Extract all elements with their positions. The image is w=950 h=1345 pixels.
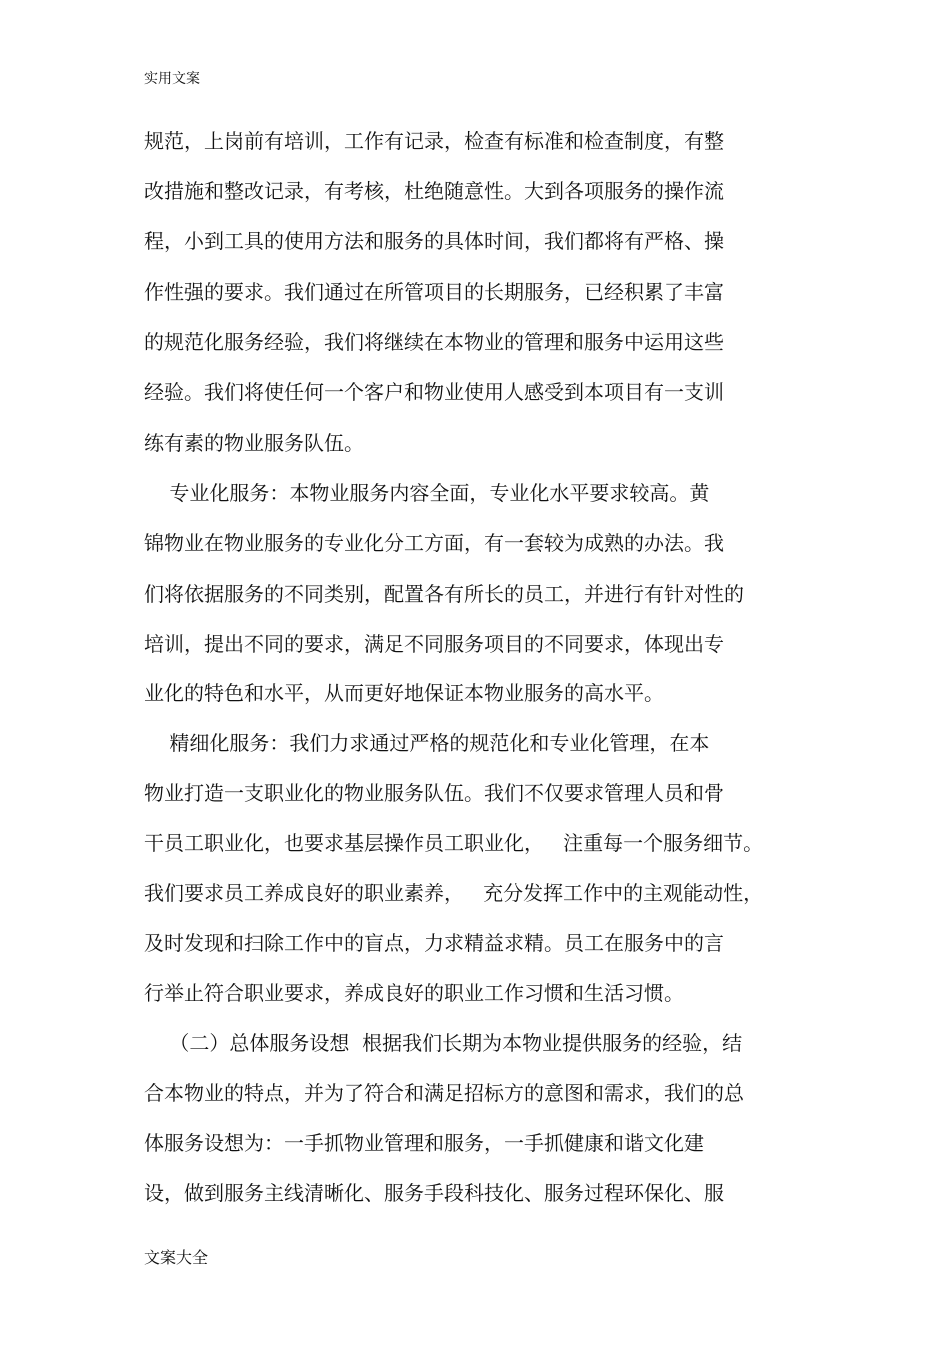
text-line: 业化的特色和水平，从而更好地保证本物业服务的高水平。 (144, 681, 664, 705)
text-line: 规范，上岗前有培训，工作有记录，检查有标准和检查制度，有整 (144, 129, 724, 153)
text-line: 们将依据服务的不同类别，配置各有所长的员工，并进行有针对性的 (144, 582, 744, 606)
text-line: 设，做到服务主线清晰化、服务手段科技化、服务过程环保化、服 (144, 1181, 724, 1205)
text-line: 体服务设想为：一手抓物业管理和服务，一手抓健康和谐文化建 (144, 1131, 704, 1155)
text-line: 锦物业在物业服务的专业化分工方面，有一套较为成熟的办法。我 (144, 531, 724, 555)
text-line: （二）总体服务设想 根据我们长期为本物业提供服务的经验，结 (144, 1031, 743, 1055)
text-line: 培训，提出不同的要求，满足不同服务项目的不同要求，体现出专 (144, 632, 724, 656)
text-line: 精细化服务：我们力求通过严格的规范化和专业化管理，在本 (144, 731, 710, 755)
page-footer: 文案大全 (144, 1248, 209, 1267)
text-line: 经验。我们将使任何一个客户和物业使用人感受到本项目有一支训 (144, 380, 724, 404)
text-line: 我们要求员工养成良好的职业素养， 充分发挥工作中的主观能动性， (144, 881, 764, 905)
text-line: 合本物业的特点，并为了符合和满足招标方的意图和需求，我们的总 (144, 1081, 744, 1105)
text-line: 的规范化服务经验，我们将继续在本物业的管理和服务中运用这些 (144, 330, 724, 354)
text-line: 及时发现和扫除工作中的盲点，力求精益求精。员工在服务中的言 (144, 931, 724, 955)
text-line: 改措施和整改记录，有考核，杜绝随意性。大到各项服务的操作流 (144, 179, 724, 203)
text-line: 作性强的要求。我们通过在所管项目的长期服务，已经积累了丰富 (144, 280, 724, 304)
text-line: 干员工职业化，也要求基层操作员工职业化， 注重每一个服务细节。 (144, 831, 764, 855)
text-line: 程，小到工具的使用方法和服务的具体时间，我们都将有严格、操 (144, 229, 724, 253)
text-line: 物业打造一支职业化的物业服务队伍。我们不仅要求管理人员和骨 (144, 781, 724, 805)
text-line: 行举止符合职业要求，养成良好的职业工作习惯和生活习惯。 (144, 981, 684, 1005)
text-line: 练有素的物业服务队伍。 (144, 431, 364, 455)
text-line: 专业化服务：本物业服务内容全面，专业化水平要求较高。黄 (144, 481, 710, 505)
page-header: 实用文案 (144, 71, 200, 87)
